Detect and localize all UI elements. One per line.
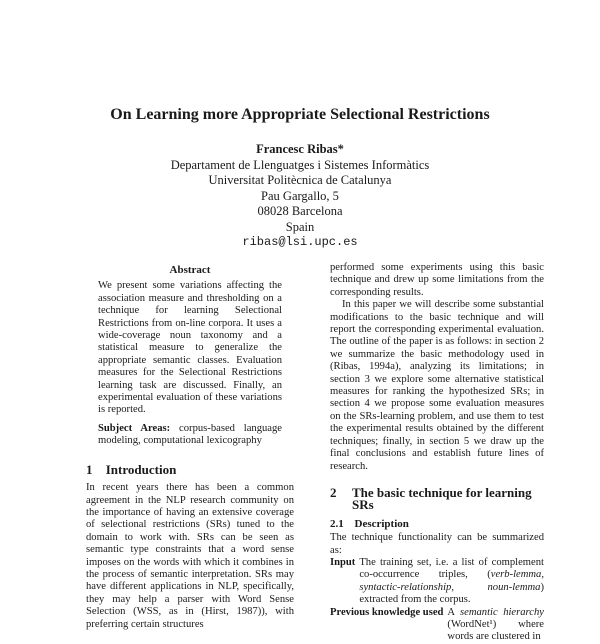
affiliation-line: 08028 Barcelona [257, 204, 343, 218]
section-number: 2 [330, 484, 337, 500]
affiliation-line: Departament de Llenguatges i Sistemes Informàtics [170, 157, 430, 172]
subsection-heading [330, 518, 544, 530]
section-title: Introduction [105, 461, 177, 477]
affiliation-line: Universitat Politècnica de Catalunya [208, 173, 392, 187]
paragraph: In this paper we will describe some substantial modifications to the basic technique and will report the corresponding experimental evaluation. The outline of the paper is as follows: in section 2 we summarize the basic methodology used in (Ribas, 1994a), analyzing its limitations; in section 3 we explore some alternative statistical measures for ranking the hypothesized SRs; in section 4 we propose some evaluation measures on the SRs-learning problem, and use them to test the experimental results obtained by the different techniques; finally, in section 5 we draw up the final conclusions and establish future lines of research. [330, 299, 544, 472]
text-span: (WordNet¹) where words are clustered in [447, 618, 544, 643]
subject-areas-text: corpus-based language modeling, computational lexicography [98, 422, 283, 447]
subsection-number: 2.1 [330, 517, 344, 530]
author-block [0, 142, 600, 251]
subsection-title: Description [354, 517, 409, 530]
item-label: Input [330, 556, 356, 568]
author-name: Francesc Ribas* [256, 142, 344, 156]
subject-areas-label: Subject Areas: [98, 422, 171, 434]
italic-span: semantic hierarchy [460, 606, 544, 618]
section-1-body: In recent years there has been a common agreement in the NLP research community on the importance of having an extensive coverage of selectional restrictions (SRs) tuned to the domain to work with. SRs can be seen as semantic type constraints that a word sense imposes on the words with which it combines in the process of semantic interpretation. SRs may have different applications in NLP, specifically, they may help a parser with Word Sense Selection (WSS, as in (Hirst, 1987)), with preferring certain structures [86, 482, 294, 630]
paragraph: performed some experiments using this basic technique and drew up some limitations from the corresponding results. [330, 262, 544, 298]
subject-areas [86, 423, 294, 448]
affiliation-line: Spain [285, 219, 315, 234]
item-label: Previous knowledge used [330, 606, 444, 618]
paper-title: On Learning more Appropriate Selectional Restrictions [110, 106, 490, 123]
paragraph: The technique functionality can be summarized as: [330, 532, 544, 556]
item-text [359, 557, 544, 607]
text-span: A [447, 606, 461, 618]
text-span: ) extracted from the corpus. [359, 581, 544, 606]
input-item [330, 557, 544, 607]
abstract-body: We present some variations affecting the association measure and thresholding on a technique for learning Selectional Restrictions from on-line corpora. It uses a wide-coverage noun taxonomy and a statistical measure to generalize the appropriate semantic classes. Evaluation measures for the Selectional Restrictions learning task are discussed. Finally, an experimental evaluation of these variations is reported. [98, 280, 282, 416]
section-2-heading [330, 484, 544, 513]
text-span: The training set, i.e. a list of complement co-occurrence triples, ( [359, 556, 544, 581]
section-number: 1 [86, 461, 93, 477]
italic-span: verb-lemma, syntactic-relationship, noun-lemma [359, 569, 544, 593]
left-column [86, 264, 294, 631]
abstract-heading: Abstract [169, 264, 211, 276]
author-email[interactable]: ribas@lsi.upc.es [242, 235, 358, 249]
affiliation-line: Pau Gargallo, 5 [261, 188, 339, 203]
section-1-heading [86, 461, 294, 477]
previous-knowledge-item [330, 607, 544, 644]
section-title: The basic technique for learning SRs [352, 484, 532, 513]
right-column [330, 262, 544, 644]
item-text [447, 607, 544, 644]
